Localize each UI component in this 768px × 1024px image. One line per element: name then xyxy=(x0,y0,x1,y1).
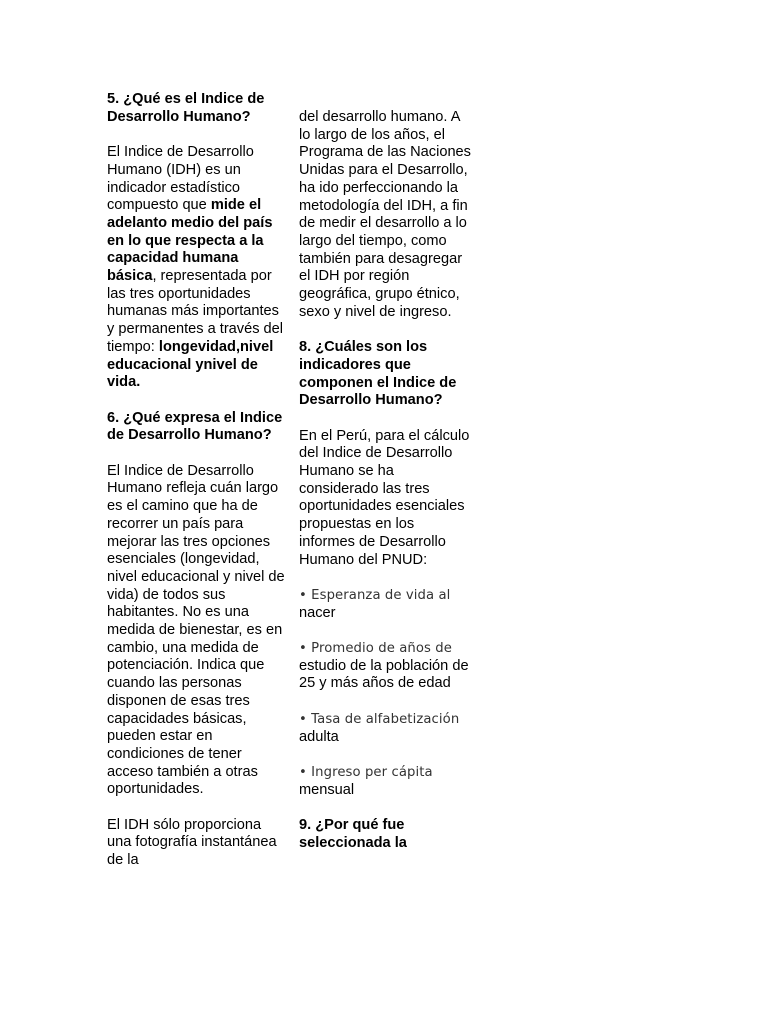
bullet-item xyxy=(299,711,474,746)
bullet-item xyxy=(299,640,474,693)
question-5-title: 5. ¿Qué es el Indice de Desarrollo Humano? xyxy=(107,91,265,125)
question-9-title: 9. ¿Por qué fue seleccionada la xyxy=(299,817,407,851)
bullet-item xyxy=(299,587,474,622)
bullet-tail: nacer xyxy=(299,604,336,621)
bullet-head: • Ingreso per cápita xyxy=(299,764,433,780)
right-column xyxy=(299,109,474,852)
question-5-answer-text-1: El Indice de Desarrollo Humano (IDH) es un indicador estadístico compuesto que xyxy=(107,144,254,214)
question-5-answer-bold-2: longevidad,nivel educacional ynivel de vida. xyxy=(107,338,274,391)
bullet-head: • Promedio de años de xyxy=(299,641,452,657)
question-8-answer: En el Perú, para el cálculo del Indice de Desarrollo Humano se ha considerado las tres oportunidades esenciales propuestas en los informes de Desarrollo Humano del PNUD: xyxy=(299,427,470,568)
question-5-answer xyxy=(107,144,287,392)
question-6-answer: El Indice de Desarrollo Humano refleja cuán largo es el camino que ha de recorrer un país para mejorar las tres opciones esenciales (longevidad, nivel educacional y nivel de vida) de todos sus habitantes. No es una medida de bienestar, es en cambio, una medida de potenciación. Indica que cuando las personas disponen de esas tres capacidades básicas, pueden estar en condiciones de tener acceso también a otras oportunidades. xyxy=(107,462,285,798)
bullet-tail: adulta xyxy=(299,728,339,745)
bullet-tail: estudio de la población de 25 y más años de edad xyxy=(299,657,469,692)
question-8-title: 8. ¿Cuáles son los indicadores que componen el Indice de Desarrollo Humano? xyxy=(299,339,457,409)
question-6-title: 6. ¿Qué expresa el Indice de Desarrollo Humano? xyxy=(107,409,283,444)
bullet-head: • Tasa de alfabetización xyxy=(299,711,460,727)
bullet-head: • Esperanza de vida al xyxy=(299,587,451,603)
idh-paragraph: El IDH sólo proporciona una fotografía instantánea de la xyxy=(107,816,277,869)
bullet-tail: mensual xyxy=(299,781,355,798)
continuation-paragraph: del desarrollo humano. A lo largo de los años, el Programa de las Naciones Unidas para el Desarrollo, ha ido perfeccionando la metodología del IDH, a fin de medir el desarrollo a lo largo del tiempo, como también para desagregar el IDH por región geográfica, grupo étnico, sexo y nivel de ingreso. xyxy=(299,109,471,320)
left-column xyxy=(107,91,287,870)
question-5-answer-text-2: , representada por las tres oportunidades humanas más importantes y permanentes a través del tiempo: xyxy=(107,268,284,355)
question-5-answer-bold-1: mide el adelanto medio del país en lo que respecta a la capacidad humana básica xyxy=(107,197,273,285)
bullet-item xyxy=(299,764,474,799)
